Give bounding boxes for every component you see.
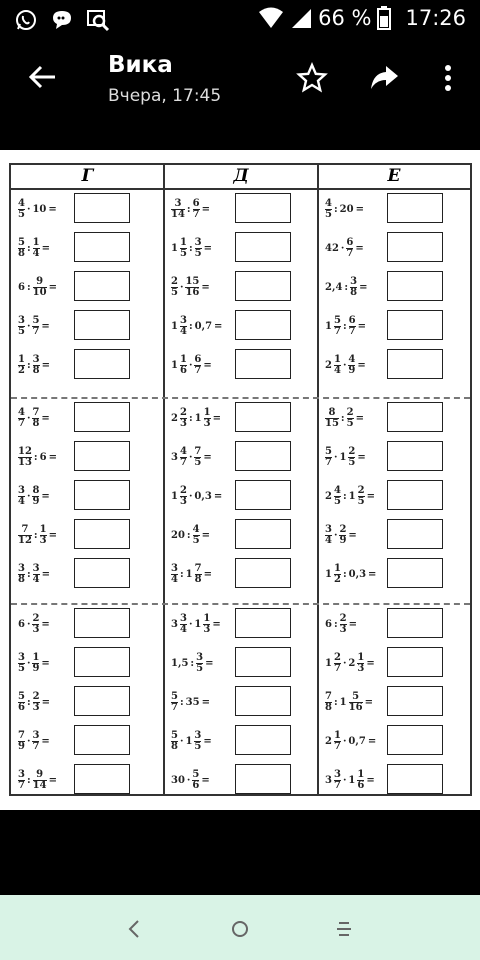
answer-box bbox=[387, 725, 443, 755]
answer-box bbox=[74, 271, 130, 301]
exercise bbox=[170, 269, 314, 307]
exercise bbox=[17, 723, 160, 761]
answer-box bbox=[235, 647, 291, 677]
exercise-expression: 3 4 : 1 $\frac{7}{8}$ = bbox=[171, 562, 212, 585]
answer-box bbox=[387, 310, 443, 340]
answer-box bbox=[235, 193, 291, 223]
exercise-expression: 1 2 7 · 2 $\frac{1}{3}$ = bbox=[325, 651, 375, 674]
exercise bbox=[324, 762, 466, 800]
chat-bubble-icon bbox=[50, 8, 74, 32]
exercise bbox=[170, 517, 314, 555]
exercise-expression: 30 · $\frac{5}{6}$ = bbox=[171, 768, 210, 791]
answer-box bbox=[74, 349, 130, 379]
back-arrow-icon[interactable] bbox=[28, 62, 58, 92]
answer-box bbox=[74, 402, 130, 432]
answer-box bbox=[235, 232, 291, 262]
exercise-expression: 3 8 : $\frac{3}{4}$ = bbox=[18, 562, 51, 585]
answer-box bbox=[74, 725, 130, 755]
exercise bbox=[17, 645, 160, 683]
group-separator bbox=[11, 397, 470, 399]
exercise bbox=[170, 723, 314, 761]
exercise bbox=[17, 347, 160, 385]
worksheet-table bbox=[9, 163, 472, 796]
exercise bbox=[170, 684, 314, 722]
forward-icon[interactable] bbox=[368, 62, 400, 94]
exercise-expression: 3 5 · $\frac{1}{9}$ = bbox=[18, 651, 50, 674]
column-header: Г bbox=[11, 165, 164, 190]
exercise bbox=[170, 400, 314, 438]
exercise-expression: 3 14 : $\frac{6}{7}$ = bbox=[171, 197, 210, 220]
column-header: Е bbox=[318, 165, 470, 190]
exercise-expression: 3 3 4 · 1 $\frac{1}{3}$ = bbox=[171, 612, 221, 635]
answer-box bbox=[387, 519, 443, 549]
exercise-expression: 5 8 : $\frac{1}{4}$ = bbox=[18, 236, 51, 259]
answer-box bbox=[387, 193, 443, 223]
answer-box bbox=[74, 558, 130, 588]
app-bar bbox=[0, 40, 480, 120]
answer-box bbox=[235, 764, 291, 794]
exercise-expression: 2 4 5 : 1 $\frac{2}{5}$ = bbox=[325, 484, 375, 507]
exercise bbox=[324, 723, 466, 761]
contact-name: Вика bbox=[108, 52, 173, 78]
exercise bbox=[170, 556, 314, 594]
answer-box bbox=[74, 608, 130, 638]
exercise bbox=[324, 230, 466, 268]
exercise-expression: 5 6 : $\frac{2}{3}$ = bbox=[18, 690, 51, 713]
exercise-expression: 4 5 : 20 = bbox=[325, 197, 364, 220]
clock: 17:26 bbox=[405, 6, 466, 30]
exercise-expression: 4 7 · $\frac{7}{8}$ = bbox=[18, 406, 50, 429]
answer-box bbox=[235, 310, 291, 340]
exercise bbox=[170, 439, 314, 477]
exercise bbox=[324, 478, 466, 516]
answer-box bbox=[387, 480, 443, 510]
answer-box bbox=[235, 558, 291, 588]
exercise-expression: 7 12 : $\frac{1}{3}$ = bbox=[18, 523, 57, 546]
exercise bbox=[17, 478, 160, 516]
exercise bbox=[324, 308, 466, 346]
exercise bbox=[17, 517, 160, 555]
exercise bbox=[324, 645, 466, 683]
exercise-expression: 12 13 : 6 = bbox=[18, 445, 57, 468]
exercise bbox=[170, 191, 314, 229]
more-options-icon[interactable] bbox=[432, 62, 464, 94]
wifi-icon bbox=[258, 7, 284, 29]
column-header: Д bbox=[164, 165, 318, 190]
exercise-expression: 6 : $\frac{2}{3}$ = bbox=[325, 612, 358, 635]
answer-box bbox=[387, 232, 443, 262]
exercise bbox=[324, 269, 466, 307]
exercise bbox=[170, 645, 314, 683]
exercise bbox=[17, 684, 160, 722]
exercise bbox=[17, 308, 160, 346]
exercise bbox=[17, 439, 160, 477]
exercise-expression: 4 5 · 10 = bbox=[18, 197, 57, 220]
exercise-expression: 2 1 7 · 0,7 = bbox=[325, 729, 377, 752]
exercise-expression: 6 · $\frac{2}{3}$ = bbox=[18, 612, 50, 635]
exercise-expression: 1 1 5 : $\frac{3}{5}$ = bbox=[171, 236, 212, 259]
exercise-expression: 3 3 7 · 1 $\frac{1}{6}$ = bbox=[325, 768, 375, 791]
exercise-expression: 1,5 : $\frac{3}{5}$ = bbox=[171, 651, 214, 674]
exercise-expression: 7 8 : 1 $\frac{5}{16}$ = bbox=[325, 690, 373, 713]
nav-home-icon[interactable] bbox=[226, 915, 254, 943]
answer-box bbox=[235, 271, 291, 301]
message-date: Вчера, 17:45 bbox=[108, 86, 222, 106]
answer-box bbox=[74, 232, 130, 262]
exercise bbox=[324, 684, 466, 722]
answer-box bbox=[235, 480, 291, 510]
answer-box bbox=[74, 193, 130, 223]
answer-box bbox=[387, 647, 443, 677]
exercise bbox=[17, 606, 160, 644]
answer-box bbox=[74, 441, 130, 471]
answer-box bbox=[74, 310, 130, 340]
exercise bbox=[324, 347, 466, 385]
nav-back-icon[interactable] bbox=[120, 915, 148, 943]
exercise bbox=[17, 400, 160, 438]
exercise bbox=[324, 556, 466, 594]
exercise bbox=[170, 762, 314, 800]
exercise-expression: 2 1 4 · $\frac{4}{9}$ = bbox=[325, 353, 366, 376]
answer-box bbox=[74, 764, 130, 794]
answer-box bbox=[74, 519, 130, 549]
answer-box bbox=[387, 764, 443, 794]
exercise bbox=[17, 230, 160, 268]
answer-box bbox=[235, 349, 291, 379]
whatsapp-icon bbox=[14, 8, 38, 32]
navigation-bar bbox=[0, 895, 480, 960]
battery-percent: 66 % bbox=[318, 6, 372, 30]
answer-box bbox=[387, 349, 443, 379]
answer-box bbox=[74, 686, 130, 716]
column-divider bbox=[317, 165, 319, 794]
answer-box bbox=[235, 402, 291, 432]
answer-box bbox=[235, 608, 291, 638]
exercise-expression: 5 7 · 1 $\frac{2}{5}$ = bbox=[325, 445, 366, 468]
exercise bbox=[170, 478, 314, 516]
exercise-expression: 2,4 : $\frac{3}{8}$ = bbox=[325, 275, 368, 298]
column-divider bbox=[163, 165, 165, 794]
exercise-expression: 3 7 : $\frac{9}{14}$ = bbox=[18, 768, 57, 791]
exercise-expression: 2 2 3 : 1 $\frac{1}{3}$ = bbox=[171, 406, 221, 429]
exercise-expression: 3 5 · $\frac{5}{7}$ = bbox=[18, 314, 50, 337]
exercise bbox=[324, 517, 466, 555]
exercise bbox=[170, 308, 314, 346]
exercise-expression: 6 : $\frac{9}{10}$ = bbox=[18, 275, 57, 298]
exercise-expression: 7 9 · $\frac{3}{7}$ = bbox=[18, 729, 50, 752]
exercise bbox=[17, 191, 160, 229]
exercise bbox=[170, 230, 314, 268]
status-bar bbox=[0, 0, 480, 40]
answer-box bbox=[387, 558, 443, 588]
answer-box bbox=[235, 686, 291, 716]
nav-recents-icon[interactable] bbox=[330, 915, 358, 943]
answer-box bbox=[387, 441, 443, 471]
exercise-expression: 20 : $\frac{4}{5}$ = bbox=[171, 523, 210, 546]
exercise bbox=[170, 606, 314, 644]
exercise bbox=[17, 556, 160, 594]
exercise-expression: 1 2 : $\frac{3}{8}$ = bbox=[18, 353, 51, 376]
exercise-expression: 3 4 · $\frac{2}{9}$ = bbox=[325, 523, 357, 546]
exercise-expression: 1 5 7 : $\frac{6}{7}$ = bbox=[325, 314, 366, 337]
answer-box bbox=[74, 647, 130, 677]
answer-box bbox=[235, 519, 291, 549]
answer-box bbox=[387, 686, 443, 716]
worksheet-image[interactable] bbox=[0, 150, 480, 810]
exercise-expression: 5 8 · 1 $\frac{3}{5}$ = bbox=[171, 729, 212, 752]
exercise bbox=[17, 269, 160, 307]
signal-icon bbox=[290, 7, 312, 29]
exercise-expression: 42 · $\frac{6}{7}$ = bbox=[325, 236, 364, 259]
exercise-expression: 1 1 2 : 0,3 = bbox=[325, 562, 377, 585]
answer-box bbox=[387, 608, 443, 638]
group-separator bbox=[11, 603, 470, 605]
exercise bbox=[324, 191, 466, 229]
exercise bbox=[324, 439, 466, 477]
exercise bbox=[324, 606, 466, 644]
search-image-icon bbox=[86, 8, 110, 32]
exercise bbox=[170, 347, 314, 385]
exercise bbox=[324, 400, 466, 438]
exercise-expression: 8 15 : $\frac{2}{5}$ = bbox=[325, 406, 364, 429]
exercise-expression: 1 3 4 : 0,7 = bbox=[171, 314, 223, 337]
star-icon[interactable] bbox=[296, 62, 328, 94]
exercise-expression: 1 2 3 · 0,3 = bbox=[171, 484, 223, 507]
answer-box bbox=[387, 402, 443, 432]
answer-box bbox=[235, 441, 291, 471]
battery-icon bbox=[377, 6, 391, 30]
answer-box bbox=[387, 271, 443, 301]
exercise-expression: 3 4 · $\frac{8}{9}$ = bbox=[18, 484, 50, 507]
exercise bbox=[17, 762, 160, 800]
exercise-expression: 1 1 6 · $\frac{6}{7}$ = bbox=[171, 353, 212, 376]
exercise-expression: 3 4 7 · $\frac{7}{5}$ = bbox=[171, 445, 212, 468]
answer-box bbox=[235, 725, 291, 755]
answer-box bbox=[74, 480, 130, 510]
exercise-expression: 5 7 : 35 = bbox=[171, 690, 210, 713]
exercise-expression: 2 5 · $\frac{15}{16}$ = bbox=[171, 275, 210, 298]
